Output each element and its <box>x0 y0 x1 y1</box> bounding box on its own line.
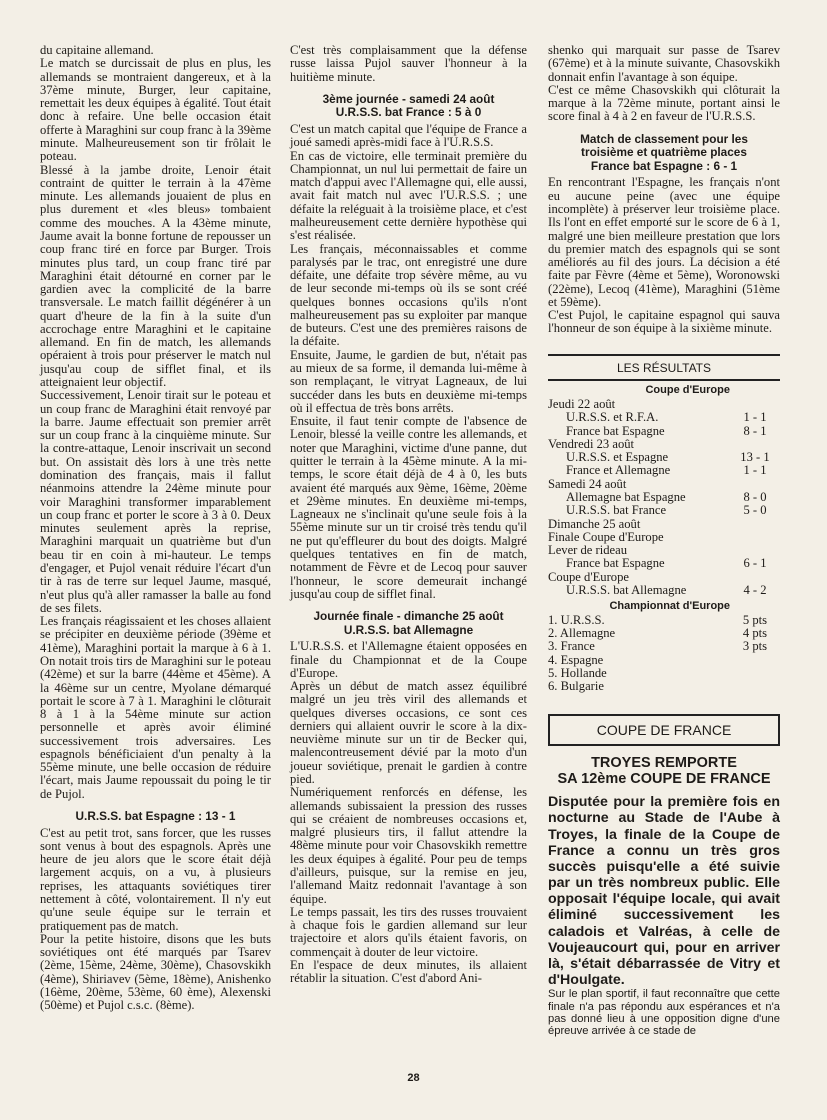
headline-line: SA 12ème COUPE DE FRANCE <box>557 771 771 788</box>
standing-row <box>548 640 780 653</box>
result-row-value: 1 - 1 <box>743 463 767 478</box>
standing-row-value <box>730 680 780 693</box>
result-row-label: France bat Espagne <box>566 556 665 571</box>
standing-row-label: 2. Allemagne <box>548 626 616 641</box>
paragraph: Le temps passait, les tirs des russes trouvaient à chaque fois le gardien allemand sur leur trajectoire et alors qu'ils étaient favoris, on commençait à douter de leur victoire. <box>290 904 527 959</box>
result-row-label: Lever de rideau <box>548 543 628 558</box>
result-row-value <box>730 531 780 544</box>
standing-row <box>548 614 780 627</box>
result-row-value: 5 - 0 <box>743 503 767 518</box>
paragraph: L'U.R.S.S. et l'Allemagne étaient opposées en finale du Championnat et de la Coupe d'Europe. <box>290 639 527 680</box>
result-row-label: Dimanche 25 août <box>548 516 641 531</box>
section-heading: U.R.S.S. bat Espagne : 13 - 1 <box>75 809 236 824</box>
result-row-label: Samedi 24 août <box>548 476 627 491</box>
standing-row-value <box>730 667 780 680</box>
paragraph: Numériquement renforcés en défense, les allemands subissaient la pression des russes qui se créaient de nombreuses occasions et, malgré plusieurs tirs, il fallut attendre la 48ème minute pour voir Chasovskikh remettre les deux équipes à égalité. Pour peu de temps d'ailleurs, puisque, sur la remise en jeu, l'allemand Maitz redonnait l'avantage à son équipe. <box>290 785 527 906</box>
result-row-label: U.R.S.S. bat Allemagne <box>566 582 687 597</box>
result-row-value <box>730 398 780 411</box>
section-heading <box>290 93 527 120</box>
result-row-value <box>730 518 780 531</box>
article-headline <box>548 756 780 788</box>
result-row-value <box>730 544 780 557</box>
result-row <box>548 544 780 557</box>
page-number: 28 <box>407 1072 420 1084</box>
standing-row <box>548 680 780 693</box>
paragraph: du capitaine allemand. <box>40 43 154 57</box>
result-row <box>548 451 780 464</box>
result-row-value: 13 - 1 <box>740 450 770 465</box>
paragraph: En cas de victoire, elle terminait première du Championnat, un nul lui permettait de faire un match d'appui avec l'Allemagne qui, elle aussi, avait fait match nul avec l'U.R.S.S. ; une défaite la reléguait à la troisième place, et c'est malheureusement cette dernière hypothèse qui s'est réalisée. <box>290 148 527 243</box>
result-row-label: Vendredi 23 août <box>548 436 635 451</box>
paragraph: Les français, méconnaissables et comme paralysés par le trac, ont enregistré une dure défaite, une défaite trop sévère même, au vu de leur seconde mi-temps où ils se sont créé quelques bonnes occasions qu'ils n'ont malheureusement pas su exploiter par manque de buteurs. C'est une des premières raisons de la défaite. <box>290 241 527 349</box>
standing-row-value: 3 pts <box>742 639 768 654</box>
result-row <box>548 491 780 504</box>
results-subheading: Coupe d'Europe <box>645 384 730 397</box>
paragraph: Après un début de match assez équilibré malgré un jeu très viril des allemands et quelques diverses occasions, ce sont ces derniers qui allaient ouvrir le score à la dix-neuvième minute sur un tir de Becker qui, malencontreusement dévié par la moto d'un joueur soviétique, prenait le gardien à contre pied. <box>290 679 527 787</box>
result-row <box>548 398 780 411</box>
paragraph: C'est un match capital que l'équipe de France a joué samedi après-midi face à l'U.R.S.S. <box>290 121 527 150</box>
paragraph: Les français réagissaient et les choses allaient se précipiter en deuxième période (39ème et 41ème), Maraghini portait la marque à 6 à 1. On notait trois tirs de Maraghini sur le poteau (42ème) et sur la barre (44ème et 45ème). A la 46ème sur un centre, Myolane démarqué portait le score à 7 à 1. Maraghini le clôturait 8 à 1 à la 54ème minute sur action personnelle et après avoir éliminé successivement trois adversaires. Les espagnols bénéficiaient d'un penalty à la 55ème minute, une belle occasion de réduire l'écart, mais Jaume repoussait du poing le tir de Pujol. <box>40 614 271 801</box>
paragraph: C'est ce même Chasovskikh qui clôturait la marque à la 72ème minute, portant ainsi le score final à 4 à 2 en faveur de l'U.R.S.S. <box>548 82 780 124</box>
heading-line: France bat Espagne : 6 - 1 <box>590 158 738 173</box>
paragraph: shenko qui marquait sur passe de Tsarev (67ème) et à la minute suivante, Chasovskikh donnait enfin l'avantage à son équipe. <box>548 43 780 84</box>
result-row-label: U.R.S.S. et Espagne <box>566 450 669 465</box>
standing-row <box>548 627 780 640</box>
result-row-value: 4 - 2 <box>743 582 767 597</box>
standing-row-label: 3. France <box>548 639 595 654</box>
result-row <box>548 438 780 451</box>
results-header: LES RÉSULTATS <box>548 354 780 382</box>
result-row-value: 1 - 1 <box>743 410 767 425</box>
result-row-value: 8 - 0 <box>743 489 767 504</box>
results-list <box>548 398 780 597</box>
standing-row-label: 1. U.R.S.S. <box>548 612 605 627</box>
result-row-label: France et Allemagne <box>566 463 671 478</box>
result-row-value <box>730 478 780 491</box>
paragraph: Blessé à la jambe droite, Lenoir était contraint de quitter le terrain à la 47ème minute. Les allemands jouaient de plus en plus durement et «les bleus» tombaient comme des mouches. A la 43ème minute, Jaume avait la bonne fortune de repousser un coup franc tiré en force par Burger. Trois minutes plus tard, un coup franc tiré par Maraghini était détourné en corner par le gardien avec la complicité de la barre transversale. Le match faillit dégénérer à un quart d'heure de la fin à la suite d'un accrochage entre Maraghini et le capitaine allemand. En fin de match, les allemands opéraient à trois pour préserver le match nul jusqu'au coup de sifflet final, et ils atteignaient leur objectif. <box>40 162 271 390</box>
heading-line: 3ème journée - samedi 24 août <box>322 91 495 106</box>
heading-line: Journée finale - dimanche 25 août <box>313 609 504 624</box>
heading-line: troisième et quatrième places <box>581 145 747 160</box>
paragraph: En rencontrant l'Espagne, les français n'ont eu aucune peine (avec une équipe incomplète) à préserver leur troisième place. Ils l'ont en effet emporté sur le score de 6 à 1, malgré une bien meilleure prestation que lors du premier match des espagnols qui se sont améliorés au fil des jours. La décision a été faite par Fèvre (4ème et 5ème), Woronowski (22ème), Lecoq (41ème), Maraghini (51ème et 59ème). <box>548 175 780 309</box>
standing-row-label: 4. Espagne <box>548 652 604 667</box>
paragraph: En l'espace de deux minutes, ils allaient rétablir la situation. C'est d'abord Ani- <box>290 957 527 986</box>
standing-row-value: 4 pts <box>742 626 768 641</box>
section-heading <box>548 133 780 174</box>
coupe-de-france-header: COUPE DE FRANCE <box>548 714 780 747</box>
heading-line: U.R.S.S. bat Allemagne <box>343 622 474 637</box>
paragraph: Ensuite, Jaume, le gardien de but, n'était pas au mieux de sa forme, il demanda lui-même à son remplaçant, le vitryat Lagneaux, de lui succéder dans les buts en deuxième mi-temps où il effectua de très bons arrêts. <box>290 347 527 415</box>
standings-list <box>548 614 780 694</box>
standing-row-value: 5 pts <box>742 612 768 627</box>
paragraph: Ensuite, il faut tenir compte de l'absence de Lenoir, blessé la veille contre les allemands, et noter que Maraghini, victime d'une panne, dut quitter le terrain à la 45ème minute. A la mi-temps, le score était déjà de 4 à 0, les buts avaient été marqués aux 9ème, 16ème, 20ème et 29ème minutes. En deuxième mi-temps, Lagneaux ne s'inclinait qu'une seule fois à la 55ème minute sur un tir croisé très tendu qu'il ne put qu'effleurer du bout des doigts. Malgré quelques tentatives en fin de match, notamment de Fèvre et de Lecoq pour sauver l'honneur, le score demeurait inchangé jusqu'au coup de sifflet final. <box>290 414 527 601</box>
result-row-label: U.R.S.S. et R.F.A. <box>566 410 659 425</box>
result-row-value: 8 - 1 <box>743 423 767 438</box>
result-row <box>548 504 780 517</box>
paragraph: Sur le plan sportif, il faut reconnaître que cette finale n'a pas répondu aux espérances et n'a pas donné lieu à une opposition digne d'une épreuve arrivée à ce stade de <box>548 988 780 1038</box>
result-row-label: U.R.S.S. bat France <box>566 503 667 518</box>
result-row <box>548 531 780 544</box>
paragraph: C'est très complaisamment que la défense russe laissa Pujol sauver l'honneur à la huitième minute. <box>290 43 527 84</box>
result-row-value: 6 - 1 <box>743 556 767 571</box>
standing-row-label: 5. Hollande <box>548 665 607 680</box>
column-middle <box>290 44 527 986</box>
paragraph: C'est au petit trot, sans forcer, que les russes sont venus à bout des espagnols. Après une heure de jeu alors que le score était déjà largement acquis, on a vu, à plusieurs reprises, les attaquants soviétiques tirer nettement à côté, volontairement. Il n'y eut qu'une seule équipe sur le terrain et pratiquement pas de match. <box>40 825 271 933</box>
result-row <box>548 411 780 424</box>
result-row <box>548 557 780 570</box>
paragraph: C'est Pujol, le capitaine espagnol qui sauva l'honneur de son équipe à la sixième minute. <box>548 308 780 336</box>
result-row-label: Jeudi 22 août <box>548 397 616 411</box>
result-row <box>548 425 780 438</box>
result-row-value <box>730 571 780 584</box>
result-row-value <box>730 438 780 451</box>
heading-line: Match de classement pour les <box>580 131 748 146</box>
result-row <box>548 571 780 584</box>
result-row-label: France bat Espagne <box>566 423 665 438</box>
standings-subheading: Championnat d'Europe <box>609 600 730 613</box>
standing-row <box>548 654 780 667</box>
result-row <box>548 478 780 491</box>
result-row-label: Allemagne bat Espagne <box>566 489 686 504</box>
result-row-label: Finale Coupe d'Europe <box>548 529 664 544</box>
paragraph: Successivement, Lenoir tirait sur le poteau et un coup franc de Maraghini était renvoyé par la barre. Jaume effectuait son premier arrêt sur un coup franc à la cinquième minute. Sur la contre-attaque, Lenoir inscrivait un second but. On assistait dès lors à une très nette domination des français, mais il fallut néanmoins attendre la 24ème minute pour voir Maraghini transformer imparablement un coup franc et porter le score à 3 à 0. Deux minutes seulement après la reprise, Maraghini marquait un quatrième but d'un beau tir en coin à mi-hauteur. Le temps d'engager, et Pujol venait réduire l'écart d'un tir à ras de terre sur lequel Jaume, masqué, n'eut plus qu'à aller ramasser la balle au fond de ses filets. <box>40 388 271 615</box>
heading-line: U.R.S.S. bat France : 5 à 0 <box>335 105 482 120</box>
paragraph: Le match se durcissait de plus en plus, les allemands se montraient dangereux, et à la 37ème minute, Burger, leur capitaine, remettait les deux équipes à égalité. Tout était donc à refaire. Une belle occasion était offerte à Maraghini sur coup franc à la 39ème minute. Malheureusement son tir frôlait le poteau. <box>40 56 271 164</box>
headline-line: TROYES REMPORTE <box>591 755 737 772</box>
result-row <box>548 464 780 477</box>
standing-row-value <box>730 654 780 667</box>
standing-row <box>548 667 780 680</box>
result-row-label: Coupe d'Europe <box>548 569 629 584</box>
lead-paragraph: Disputée pour la première fois en nocturne au Stade de l'Aube à Troyes, la finale de la Coupe de France a connu un très gros succès puisqu'elle a été suivie par un très nombreux public. Elle opposait l'équipe locale, qui avait éliminé successivement les caladois et Valréas, à celle de Voujeaucourt qui, pour en arriver là, s'était débarrassée de Vitry et d'Houlgate. <box>548 794 780 989</box>
paragraph: Pour la petite histoire, disons que les buts soviétiques ont été marqués par Tsarev (2ème, 15ème, 24ème, 30ème), Chasovskikh (4ème), Shiriavev (5ème, 18ème), Anishenko (16ème, 20ème, 53ème, 60 ème), Alexenski (50ème) et Pujol c.s.c. (8ème). <box>40 931 271 1013</box>
column-left <box>40 44 271 1013</box>
standing-row-label: 6. Bulgarie <box>548 679 604 694</box>
result-row <box>548 584 780 597</box>
column-right <box>548 44 780 1038</box>
section-heading <box>290 610 527 637</box>
result-row <box>548 518 780 531</box>
